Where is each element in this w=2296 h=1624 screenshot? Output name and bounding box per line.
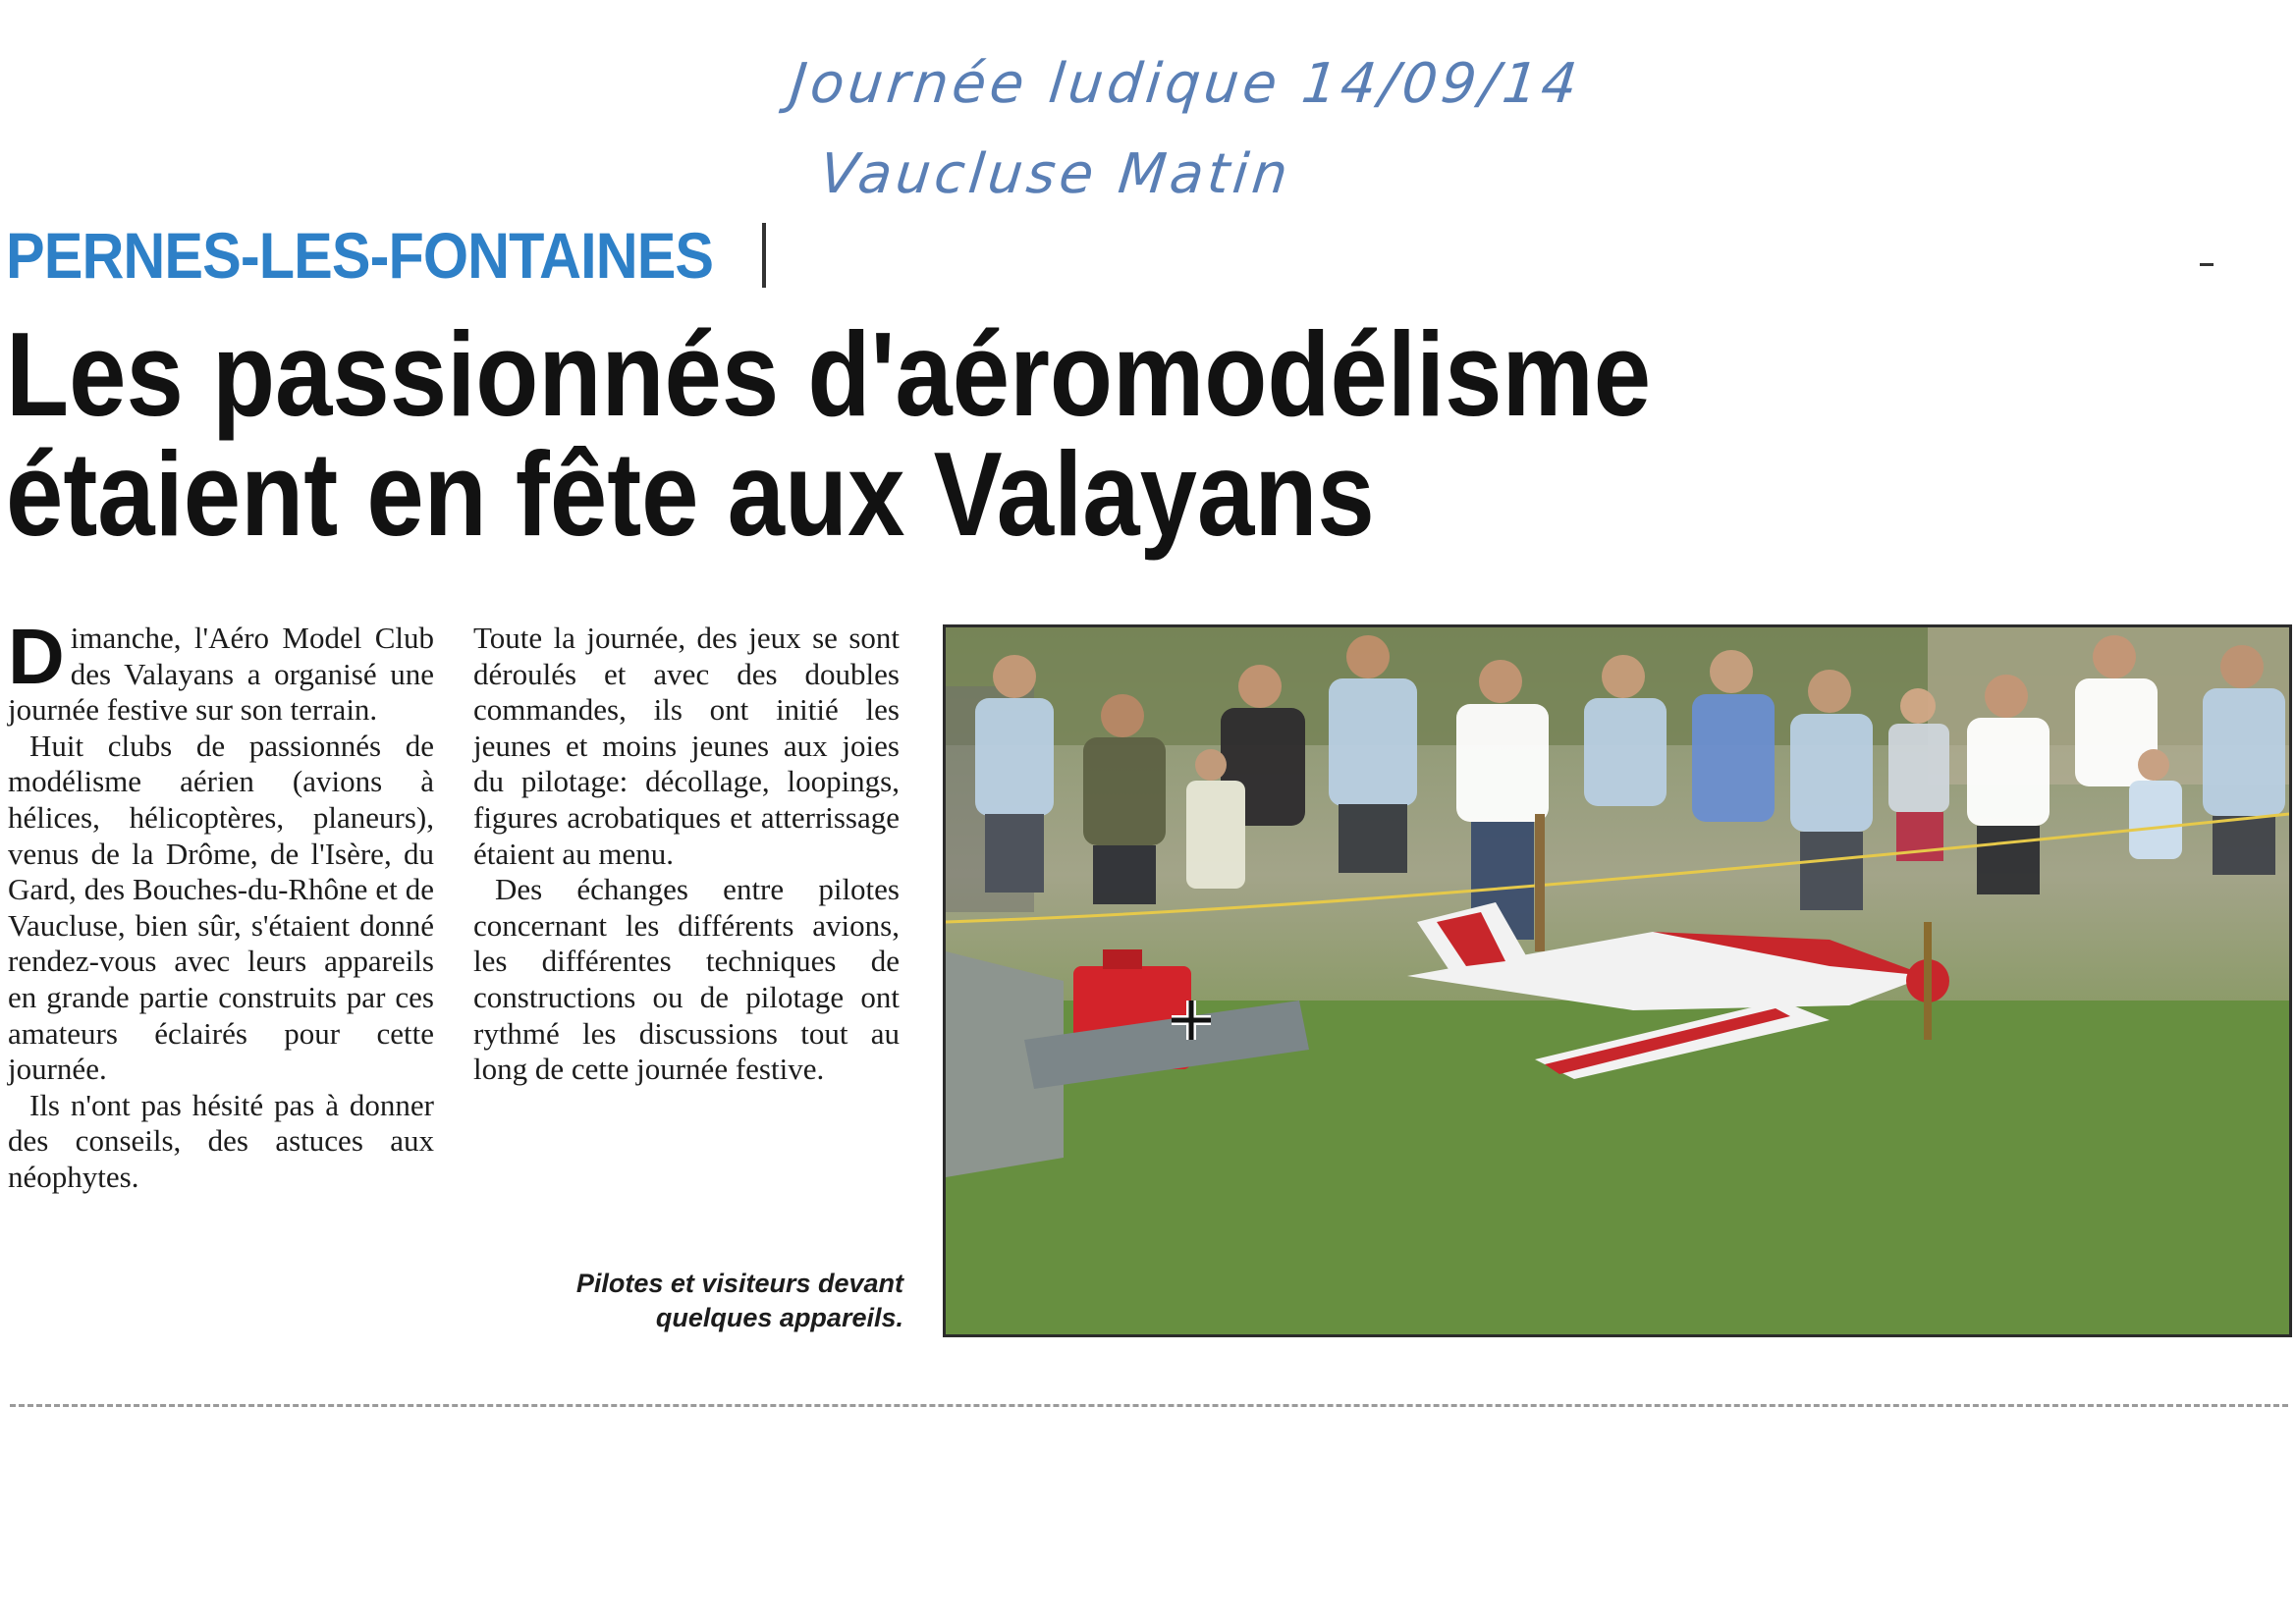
article-column-2 [473,621,900,1088]
article-column-1 [8,613,434,1196]
paragraph [8,613,434,729]
photo-caption [550,1267,903,1335]
rubric-divider [762,223,766,288]
paragraph-text: imanche, l'Aéro Model Club des Valayans a organisé une journée festive sur son terrain. [8,621,434,728]
annotation-line-1: Journée ludique 14/09/14 [787,52,1584,116]
rubric-label: PERNES-LES-FONTAINES [6,219,714,292]
paragraph: Toute la journée, des jeux se sont déroulés et avec des doubles commandes, ils ont initié les jeunes et moins jeunes aux joies du pilotage: décollage, loopings, figures acrobatiques et atterrissage étaient au menu. [473,621,900,871]
photo-illustration [946,627,2289,1334]
article-photo [943,624,2292,1337]
caption-line-1: Pilotes et visiteurs devant [575,1269,903,1298]
page-rule [10,1404,2288,1407]
paragraph: Des échanges entre pilotes concernant les différents avions, les différentes techniques de constructions ou de pilotage ont rythmé les discussions tout au long de cette journée festive. [473,872,900,1087]
headline-line-1: Les passionnés d'aéromodélisme [6,307,1652,441]
scan-mark [2200,263,2214,266]
paragraph: Huit clubs de passionnés de modélisme aérien (avions à hélices, hélicoptères, planeurs), venus de la Drôme, de l'Isère, du Gard, des Bouches-du-Rhône et de Vaucluse, bien sûr, s'étaient donné rendez-vous avec leurs appareils en grande partie construits par ces amateurs éclairés pour cette journée. [8,728,434,1087]
headline-line-2: étaient en fête aux Valayans [6,427,1375,561]
drop-cap: D [8,613,65,700]
paragraph: Ils n'ont pas hésité pas à donner des conseils, des astuces aux néophytes. [8,1087,434,1194]
article-headline [6,307,1652,561]
caption-line-2: quelques appareils. [655,1303,903,1332]
handwritten-annotation [776,39,1678,220]
annotation-line-2: Vaucluse Matin [816,142,1295,206]
rubric [6,218,766,293]
